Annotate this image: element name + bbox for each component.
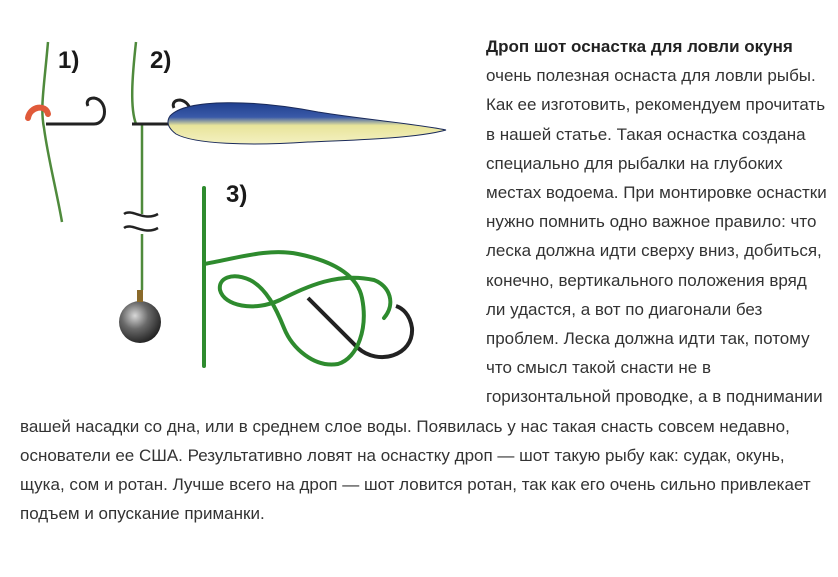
article-text bbox=[20, 32, 830, 528]
figure-spacer bbox=[20, 32, 486, 384]
panel-1-label: 1) bbox=[58, 47, 80, 74]
panel-2-label: 2) bbox=[150, 47, 172, 74]
article-title: Дроп шот оснастка для ловли окуня bbox=[486, 37, 793, 56]
panel-3-label: 3) bbox=[226, 181, 248, 208]
article-body: очень полезная оснаста для ловли рыбы. Как ее изготовить, рекомендуем прочитать в нашей статье. Такая оснастка создана специально для рыбалки на глубоких местах водоема. При монтировке оснастки нужно помнить одно важное правило: что леска должна идти сверху вниз, добиться, конечно, вертикального положения вряд ли удастся, а вот по диагонали без проблем. Леска должна идти так, потому что смысл такой снасти не в горизонтальной проводке, а в поднимании вашей насадки со дна, или в среднем слое воды. Появилась у нас такая снасть совсем недавно, основатели ее США. Результативно ловят на оснастку дроп — шот такую рыбу как: судак, окунь, щука, сом и ротан. Лучше всего на дроп — шот ловится ротан, так как его очень сильно привлекает подъем и опускание приманки. bbox=[20, 66, 827, 524]
